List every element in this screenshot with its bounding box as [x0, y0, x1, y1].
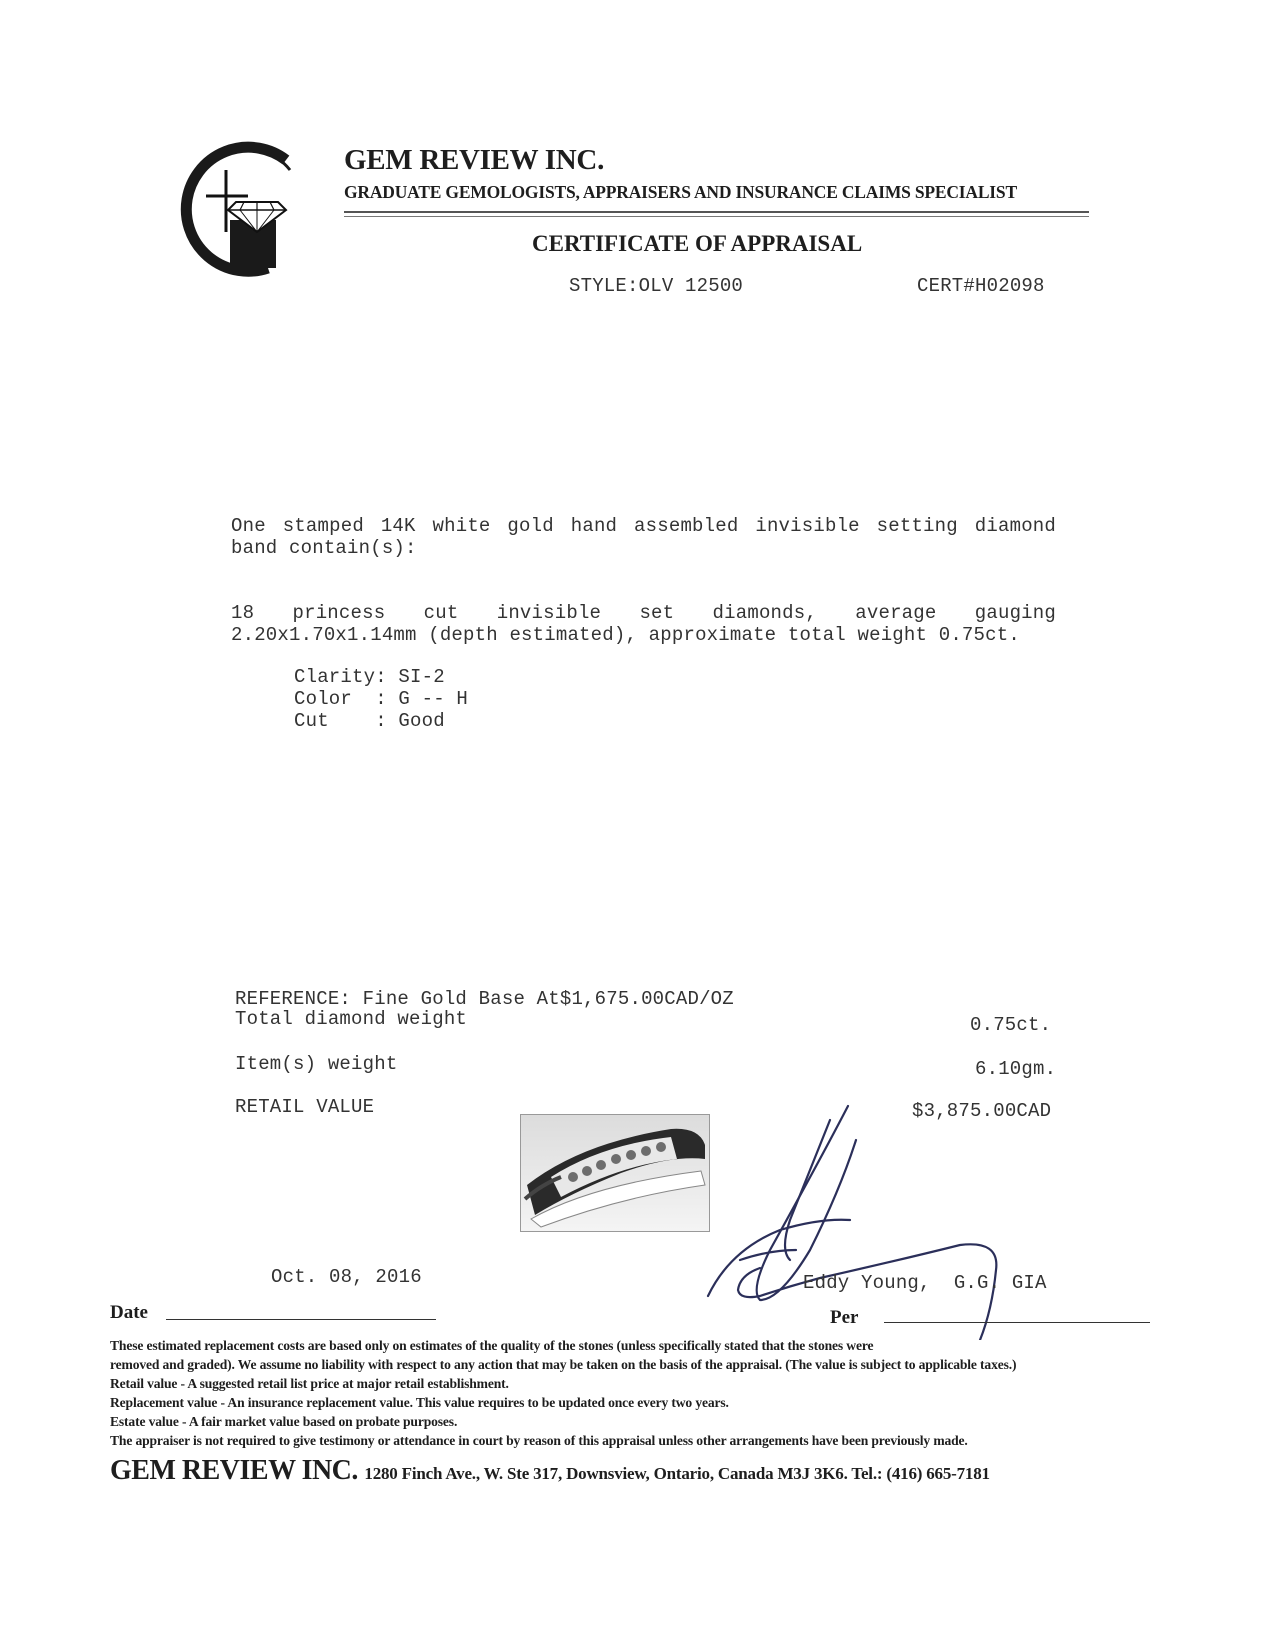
item-weight-value: 6.10gm.	[975, 1058, 1057, 1080]
total-diamond-weight-label: Total diamond weight	[235, 1008, 468, 1030]
item-description	[231, 515, 1056, 559]
item-description-line: band contain(s):	[231, 537, 417, 559]
reference-line: REFERENCE: Fine Gold Base At$1,675.00CAD/OZ	[235, 988, 734, 1010]
disclaimer-line: These estimated replacement costs are based only on estimates of the quality of the stones (unless specifically stated that the stones were	[110, 1338, 874, 1353]
item-weight-label: Item(s) weight	[235, 1053, 398, 1075]
footer-company-name: GEM REVIEW INC.	[110, 1455, 358, 1486]
ring-photo	[520, 1114, 710, 1232]
appraiser-name: Eddy Young, G.G. GIA	[803, 1272, 1047, 1294]
disclaimer-line: Replacement value - An insurance replacement value. This value requires to be updated once every two years.	[110, 1395, 729, 1410]
style-number: STYLE:OLV 12500	[569, 275, 744, 297]
company-name: GEM REVIEW INC.	[344, 144, 605, 176]
footer	[110, 1455, 990, 1487]
disclaimer-line: Estate value - A fair market value based on probate purposes.	[110, 1414, 458, 1429]
header-rule-thin	[344, 216, 1089, 217]
disclaimer-line: Retail value - A suggested retail list price at major retail establishment.	[110, 1376, 509, 1391]
gem-logo-icon	[168, 140, 308, 280]
disclaimer-line: The appraiser is not required to give testimony or attendance in court by reason of this appraisal unless other arrangements have been previously made.	[110, 1433, 968, 1448]
cert-number: CERT#H02098	[917, 275, 1045, 297]
footer-address: 1280 Finch Ave., W. Ste 317, Downsview, Ontario, Canada M3J 3K6. Tel.: (416) 665-7181	[364, 1464, 990, 1483]
spec-clarity: Clarity: SI-2	[294, 666, 445, 688]
spec-cut: Cut : Good	[294, 710, 445, 732]
stones-description-line: 2.20x1.70x1.14mm (depth estimated), approximate total weight 0.75ct.	[231, 624, 1020, 646]
retail-value-amount: $3,875.00CAD	[912, 1100, 1052, 1122]
certificate-title: CERTIFICATE OF APPRAISAL	[532, 231, 863, 256]
date-signature-line	[166, 1319, 436, 1320]
total-diamond-weight-value: 0.75ct.	[970, 1014, 1052, 1036]
signature	[700, 1100, 1100, 1340]
spec-color: Color : G -- H	[294, 688, 469, 710]
retail-value-label: RETAIL VALUE	[235, 1096, 375, 1118]
disclaimer-line: removed and graded). We assume no liability with respect to any action that may be taken on the basis of the appraisal. (The value is subject to applicable taxes.)	[110, 1357, 1017, 1372]
appraisal-date: Oct. 08, 2016	[271, 1266, 422, 1288]
per-label: Per	[830, 1307, 859, 1328]
date-label: Date	[110, 1302, 148, 1323]
per-signature-line	[884, 1322, 1150, 1323]
stones-description-line: 18 princess cut invisible set diamonds, average gauging	[231, 602, 1056, 624]
item-description-line: One stamped 14K white gold hand assembled invisible setting diamond	[231, 515, 1056, 537]
stones-description	[231, 602, 1056, 646]
header-rule	[344, 211, 1089, 213]
company-tagline: GRADUATE GEMOLOGISTS, APPRAISERS AND INSURANCE CLAIMS SPECIALIST	[344, 182, 1017, 202]
